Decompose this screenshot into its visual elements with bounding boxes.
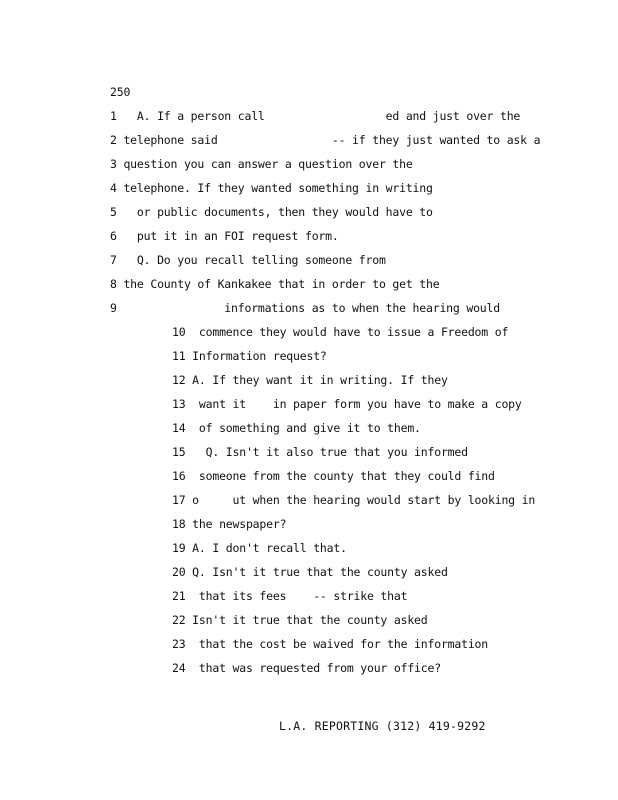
transcript-line-13: 13 want it in paper form you have to make a copy — [172, 397, 522, 411]
transcript-line-2: 2 telephone said -- if they just wanted to ask a — [110, 133, 541, 147]
transcript-line-9: 9 informations as to when the hearing would — [110, 301, 500, 315]
transcript-line-21: 21 that its fees -- strike that — [172, 589, 408, 603]
transcript-line-24: 24 that was requested from your office? — [172, 661, 441, 675]
transcript-line-6: 6 put it in an FOI request form. — [110, 229, 339, 243]
transcript-line-20: 20 Q. Isn't it true that the county asked — [172, 565, 448, 579]
transcript-line-5: 5 or public documents, then they would have to — [110, 205, 433, 219]
transcript-line-11: 11 Information request? — [172, 349, 327, 363]
transcript-line-7: 7 Q. Do you recall telling someone from — [110, 253, 386, 267]
transcript-line-18: 18 the newspaper? — [172, 517, 287, 531]
transcript-line-4: 4 telephone. If they wanted something in writing — [110, 181, 433, 195]
page-number: 250 — [110, 85, 131, 99]
transcript-line-15: 15 Q. Isn't it also true that you informed — [172, 445, 468, 459]
transcript-line-17: 17 o ut when the hearing would start by looking in — [172, 493, 536, 507]
transcript-line-12: 12 A. If they want it in writing. If they — [172, 373, 448, 387]
transcript-line-14: 14 of something and give it to them. — [172, 421, 421, 435]
transcript-line-23: 23 that the cost be waived for the information — [172, 637, 489, 651]
transcript-line-1: 1 A. If a person call ed and just over the — [110, 109, 521, 123]
transcript-line-8: 8 the County of Kankakee that in order to get the — [110, 277, 440, 291]
reporter-footer: L.A. REPORTING (312) 419-9292 — [279, 719, 486, 733]
transcript-line-22: 22 Isn't it true that the county asked — [172, 613, 428, 627]
transcript-line-19: 19 A. I don't recall that. — [172, 541, 347, 555]
transcript-line-10: 10 commence they would have to issue a Freedom of — [172, 325, 509, 339]
transcript-line-16: 16 someone from the county that they could find — [172, 469, 495, 483]
transcript-line-3: 3 question you can answer a question over the — [110, 157, 413, 171]
